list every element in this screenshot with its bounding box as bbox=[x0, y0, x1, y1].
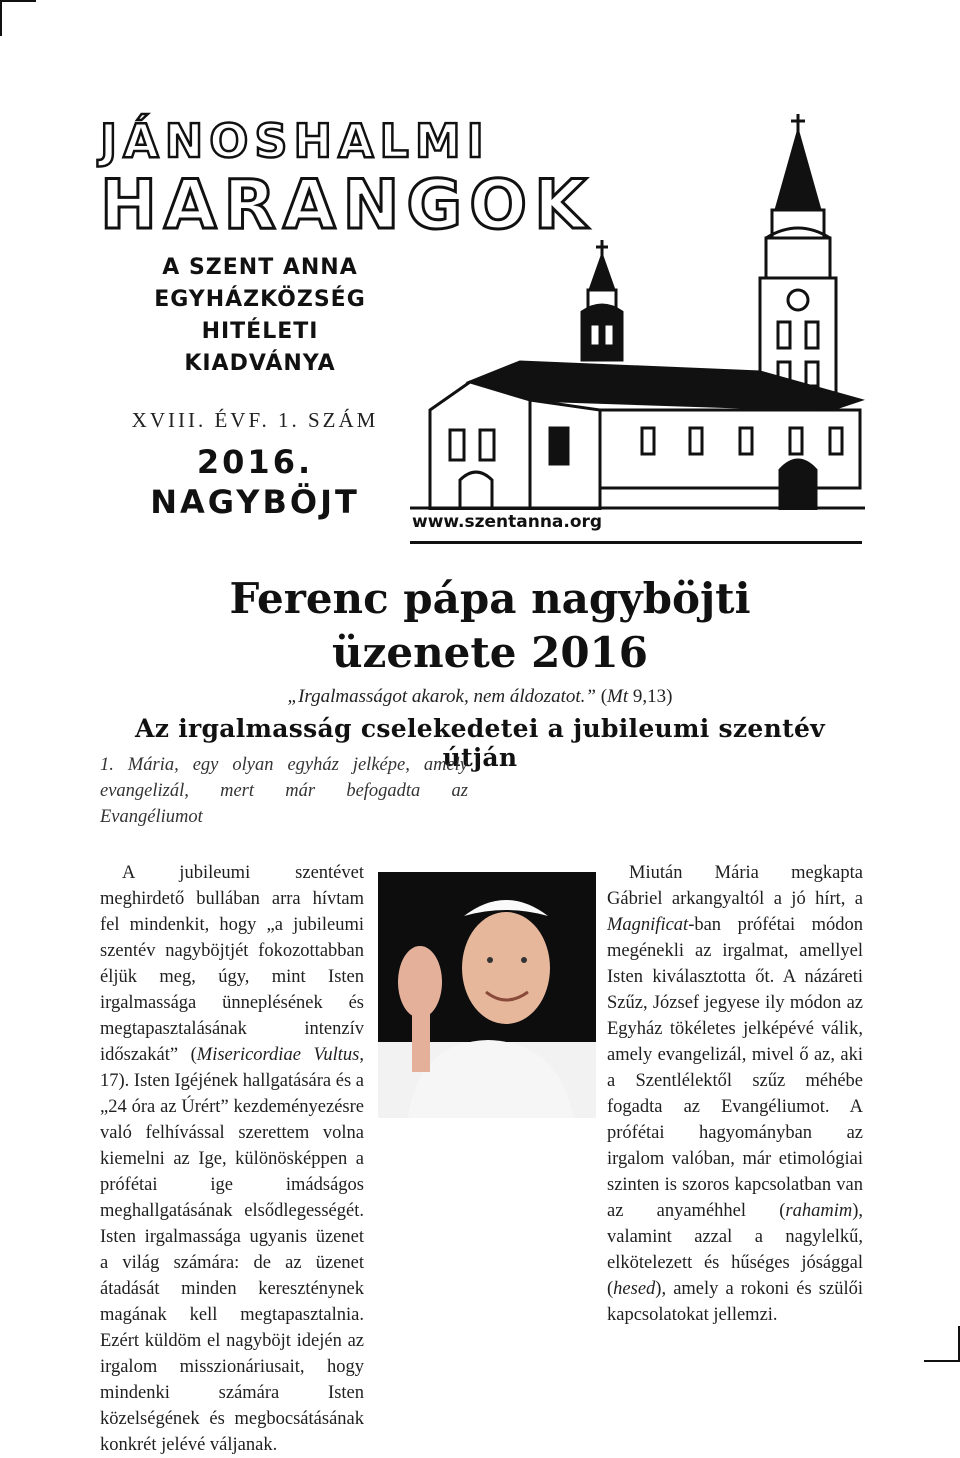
motto-book: Mt bbox=[607, 686, 629, 707]
masthead-subtitle bbox=[130, 252, 390, 380]
paragraph-2-text-c: ), valamint azzal a nagylelkű, elkötelezett és hűséges jósággal ( bbox=[607, 1201, 863, 1299]
issue-year: 2016. bbox=[196, 443, 314, 481]
paragraph-1-text-a: A jubileumi szentévet meghirdető bullában arra hívtam fel mindenkit, hogy „a jubileumi szentév nagyböjtjét fokozottabban éljük meg, úgy, mint Isten irgalmassága ünneplésének és megtapasztalásának intenzív időszakát” ( bbox=[100, 863, 364, 1065]
paragraph-2-italic-rahamim: rahamim bbox=[785, 1201, 853, 1221]
subsection-heading: 1. Mária, egy olyan egyház jelképe, amely evangelizál, mert már befogadta az Evangéliumot bbox=[100, 755, 468, 827]
article-title-line2: üzenete 2016 bbox=[331, 628, 648, 677]
subtitle-line: A SZENT ANNA bbox=[162, 255, 358, 280]
paragraph-2-text-b: -ban prófétai módon megénekli az irgalmat, amellyel Isten kiválasztotta őt. A názáreti Szűz, József jegyese ily módon az Egyház tökéletes jelképévé válik, amely evangelizál, mivel ő az, aki a Szentlélektől szűz méhébe fogadta az Evangéliumot. A prófétai hagyományban az irgalom valóban, már etimológiai szinten is szoros kapcsolatban van az anyaméhhel ( bbox=[607, 915, 863, 1221]
masthead-divider bbox=[410, 541, 862, 544]
motto-quote: „Irgalmasságot akarok, nem áldozatot.” bbox=[287, 686, 596, 707]
crop-mark-top-left-v bbox=[0, 0, 2, 36]
subtitle-line: EGYHÁZKÖZSÉG bbox=[154, 287, 366, 312]
motto bbox=[100, 686, 860, 708]
article-title bbox=[100, 572, 880, 680]
section-heading: Az irgalmasság cselekedetei a jubileumi szentév útján bbox=[135, 714, 825, 772]
issue-season bbox=[120, 442, 390, 522]
paragraph-2-italic-magnificat: Magnificat bbox=[607, 915, 689, 935]
motto-verse: 9,13 bbox=[632, 686, 667, 707]
paragraph-2-text-a: Miután Mária megkapta Gábriel arkangyaltól a jó hírt, a bbox=[607, 863, 863, 909]
issue-period: NAGYBÖJT bbox=[150, 483, 360, 521]
masthead-title-line2: HARANGOK bbox=[100, 166, 594, 245]
crop-mark-top-left bbox=[0, 0, 36, 2]
subtitle-line: HITÉLETI bbox=[201, 319, 319, 344]
paragraph-2-italic-hesed: hesed bbox=[613, 1279, 656, 1299]
pope-photo bbox=[378, 872, 596, 1118]
church-illustration bbox=[410, 110, 865, 510]
motto-reference: (Mt 9,13) bbox=[600, 686, 673, 707]
paragraph-2 bbox=[607, 860, 863, 1328]
paragraph-1 bbox=[100, 860, 364, 1458]
paragraph-2-text-d: ), amely a rokoni és szülői kapcsolatokat jellemzi. bbox=[607, 1279, 863, 1325]
issue-number: XVIII. ÉVF. 1. SZÁM bbox=[131, 408, 379, 432]
article-title-line1: Ferenc pápa nagyböjti bbox=[229, 574, 751, 623]
subtitle-line: KIADVÁNYA bbox=[184, 351, 336, 376]
paragraph-1-citation: Misericordiae Vultus bbox=[196, 1045, 360, 1065]
masthead-title-line1: JÁNOSHALMI bbox=[100, 114, 490, 168]
paragraph-1-text-b: , 17). Isten Igéjének hallgatására és a „24 óra az Úrért” kezdeményezésre való felhívással szerettem volna kiemelni az Ige, különösképpen a prófétai ige imádságos meghallgatásának elsődlegességét. Isten irgalmassága ugyanis üzenet a világ számára: de az üzenet átadását minden kereszténynek magának kell megtapasztalnia. Ezért küldöm el nagyböjt idején az irgalom misszionáriusait, hogy mindenki számára Isten közelségének és megbocsátásának konkrét jelévé váljanak. bbox=[100, 1045, 365, 1455]
website-url: www.szentanna.org bbox=[412, 512, 603, 532]
